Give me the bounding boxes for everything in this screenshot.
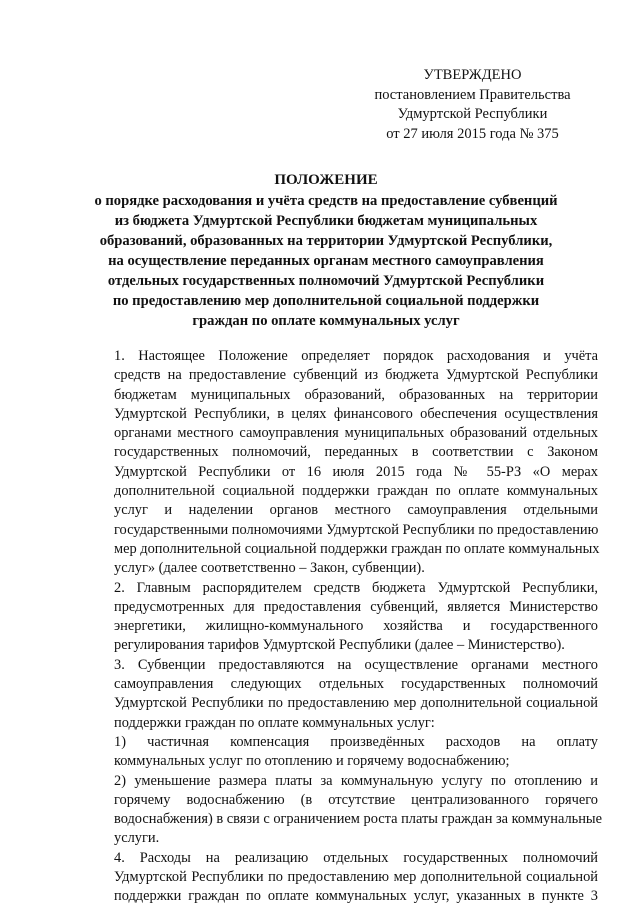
text-line: поддержки граждан по оплате коммунальных услуг, указанных в пункте 3 — [114, 888, 598, 905]
text-line: государственных полномочий, переданных в соответствии с Законом — [114, 444, 598, 461]
title-line: отдельных государственных полномочий Удмуртской Республики — [107, 273, 545, 289]
approval-stamp — [365, 66, 580, 144]
text-line: энергетики, жилищно-коммунального хозяйства и государственного — [114, 618, 598, 635]
text-line: 2) уменьшение размера платы за коммунальную услугу по отоплению и — [114, 772, 598, 789]
text-line: предусмотренных для предоставления субвенций, является Министерство — [114, 598, 598, 615]
text-line: 2. Главным распорядителем средств бюджета Удмуртской Республики, — [114, 579, 598, 596]
text-line: услуг» (далее соответственно – Закон, субвенции). — [114, 560, 425, 577]
text-line: Удмуртской Республики от 16 июля 2015 года № 55-РЗ «О мерах — [114, 463, 598, 480]
text-line: бюджетам муниципальных образований, образованных на территории — [114, 386, 598, 403]
text-line: средств на предоставление субвенций из бюджета Удмуртской Республики — [114, 367, 598, 384]
text-line: регулирования тарифов Удмуртской Республики (далее – Министерство). — [114, 637, 565, 654]
text-line: Удмуртской Республики по предоставлению мер дополнительной социальной — [114, 869, 598, 886]
text-line: дополнительной социальной поддержки граждан по оплате коммунальных — [114, 483, 598, 500]
title-line: образований, образованных на территории Удмуртской Республики, — [99, 233, 553, 249]
text-line: поддержки граждан по оплате коммунальных услуг: — [114, 714, 435, 731]
text-line: услуг и наделении органов местного самоуправления отдельными — [114, 502, 598, 519]
text-line: Удмуртской Республики по предоставлению мер дополнительной социальной — [114, 695, 598, 712]
paragraph-3 — [78, 656, 598, 733]
text-line: Удмуртской Республики, в целях финансового обеспечения осуществления — [114, 405, 598, 422]
text-line: водоснабжения) в связи с ограничением роста платы граждан за коммунальные — [114, 811, 602, 828]
document-body — [78, 347, 602, 907]
text-line: горячему водоснабжению (в отсутствие централизованного горячего — [114, 791, 598, 808]
title-line: на осуществление переданных органам местного самоуправления — [108, 253, 544, 269]
text-line: 3. Субвенции предоставляются на осуществление органами местного — [114, 656, 598, 673]
paragraph-1 — [78, 347, 598, 579]
text-line: мер дополнительной социальной поддержки граждан по оплате коммунальных — [114, 540, 600, 557]
approval-line: Удмуртской Республики — [397, 106, 548, 122]
approval-date: от 27 июля 2015 года № 375 — [386, 125, 559, 142]
title-line: граждан по оплате коммунальных услуг — [192, 313, 460, 329]
text-line: самоуправления следующих отдельных государственных полномочий — [114, 676, 598, 693]
list-item-2 — [78, 772, 602, 849]
paragraph-4 — [78, 849, 598, 907]
text-line: органами местного самоуправления муниципальных образований отдельных — [114, 425, 598, 442]
document-heading: ПОЛОЖЕНИЕ — [274, 172, 378, 188]
text-line: 1. Настоящее Положение определяет порядок расходования и учёта — [114, 348, 598, 364]
paragraph-2 — [78, 579, 598, 656]
text-line: услуги. — [114, 830, 160, 847]
text-line: 1) частичная компенсация произведённых расходов на оплату — [114, 733, 598, 750]
list-item-1 — [78, 733, 598, 772]
approval-line: постановлением Правительства — [374, 86, 571, 103]
text-line: коммунальных услуг по отоплению и горячему водоснабжению; — [114, 753, 510, 770]
text-line: 4. Расходы на реализацию отдельных государственных полномочий — [114, 849, 598, 866]
text-line: государственными полномочиями Удмуртской Республики по предоставлению — [114, 521, 599, 538]
title-line: о порядке расходования и учёта средств на предоставление субвенций — [94, 193, 558, 209]
approval-heading: УТВЕРЖДЕНО — [423, 67, 522, 83]
title-line: по предоставлению мер дополнительной социальной поддержки — [112, 293, 540, 309]
title-line: из бюджета Удмуртской Республики бюджетам муниципальных — [114, 213, 538, 229]
document-title — [66, 170, 586, 331]
